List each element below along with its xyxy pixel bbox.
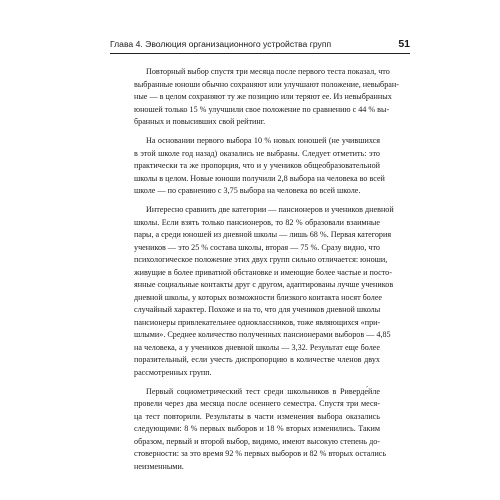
text-line: школе — по сравнению с 3,75 выбора на человека во всей школе. — [134, 186, 361, 195]
text-line: рассмотренных групп. — [134, 367, 212, 377]
text-line: школы в целом. Новые юноши получили 2,8 выбора на человека во всей — [134, 173, 385, 183]
text-line: стоверности: за это время 92 % первых выборов и 82 % вторых остались — [134, 449, 387, 458]
text-line: образом, первый и второй выбор, видимо, имеют высокую степень до- — [134, 436, 380, 446]
text-line: шлыми». Среднее количество полученных пансионерами выборов — 4,85 — [134, 330, 391, 339]
text-line: поразительный, если учесть диспропорцию в количестве членов двух — [134, 355, 380, 364]
text-line: Интересно сравнить две категории — пансионеров и учеников дневной — [146, 205, 394, 214]
text-line: пансионеры привлекательнее одноклассников, тоже являющихся «при- — [134, 317, 381, 327]
text-line: практически та же пропорция, что и у учеников общеобразовательной — [134, 161, 380, 170]
text-line: живущие в более приватной обстановке и имеющие более частые и посто- — [134, 267, 392, 277]
body-text — [134, 66, 399, 480]
text-line: выбранные юноши обычно сохраняют или улучшают положение, невыбран- — [134, 79, 399, 89]
running-header — [110, 36, 410, 52]
text-line: На основании первого выбора 10 % новых юношей (не учившихся — [146, 136, 380, 145]
text-line: следующими: 8 % первых выборов и 18 % вторых изменились. Таким — [134, 424, 380, 433]
page-number: 51 — [398, 38, 410, 50]
text-line: юношей только 15 % улучшили свое положение по сравнению с 44 % вы- — [134, 104, 390, 114]
text-line: неизменными. — [134, 461, 184, 471]
text-line: провели через два месяца после осеннего семестра. Спустя три меся- — [134, 399, 380, 408]
text-line: случайный характер. Похоже и на то, что для учеников дневной школы — [134, 305, 381, 314]
text-line: учеников — это 25 % состава школы, вторая — 75 %. Сразу видно, что — [134, 242, 380, 252]
text-line: бранных и повысивших свой рейтинг. — [134, 117, 266, 126]
paragraph — [134, 204, 394, 379]
text-line: янные социальные контакты друг с другом, адаптированы лучше учеников — [134, 280, 394, 289]
header-rule — [110, 53, 410, 54]
text-line: ные — в целом сохраняют ту же позицию или теряют ее. Из невыбранных — [134, 92, 392, 101]
paragraph — [134, 66, 399, 129]
text-line: дневной школы, у которых возможности близкого контакта носят более — [134, 292, 383, 302]
text-line: в этой школе год назад) оказались не выбраны. Следует отметить: это — [134, 148, 380, 158]
text-line: пары, а среди юношей из дневной школы — лишь 68 %. Первая категория — [134, 230, 392, 239]
paragraph — [134, 386, 387, 474]
chapter-title: Глава 4. Эволюция организационного устройства групп — [110, 39, 332, 49]
text-line: школы. Если взять только пансионеров, то 82 % образовали взаимные — [134, 217, 380, 227]
text-line: на человека, а у учеников дневной школы — 3,32. Результат еще более — [134, 342, 380, 352]
text-line: Повторный выбор спустя три месяца после первого теста показал, что — [146, 67, 390, 76]
text-line: ца тест повторили. Результаты в части изменения выбора оказались — [134, 411, 380, 421]
text-line: психологическое положение этих двух групп сильно отличается: юноши, — [134, 255, 388, 264]
text-line: Первый социометрический тест среди школьников в Риверде́йле — [146, 386, 380, 396]
paragraph — [134, 135, 385, 198]
